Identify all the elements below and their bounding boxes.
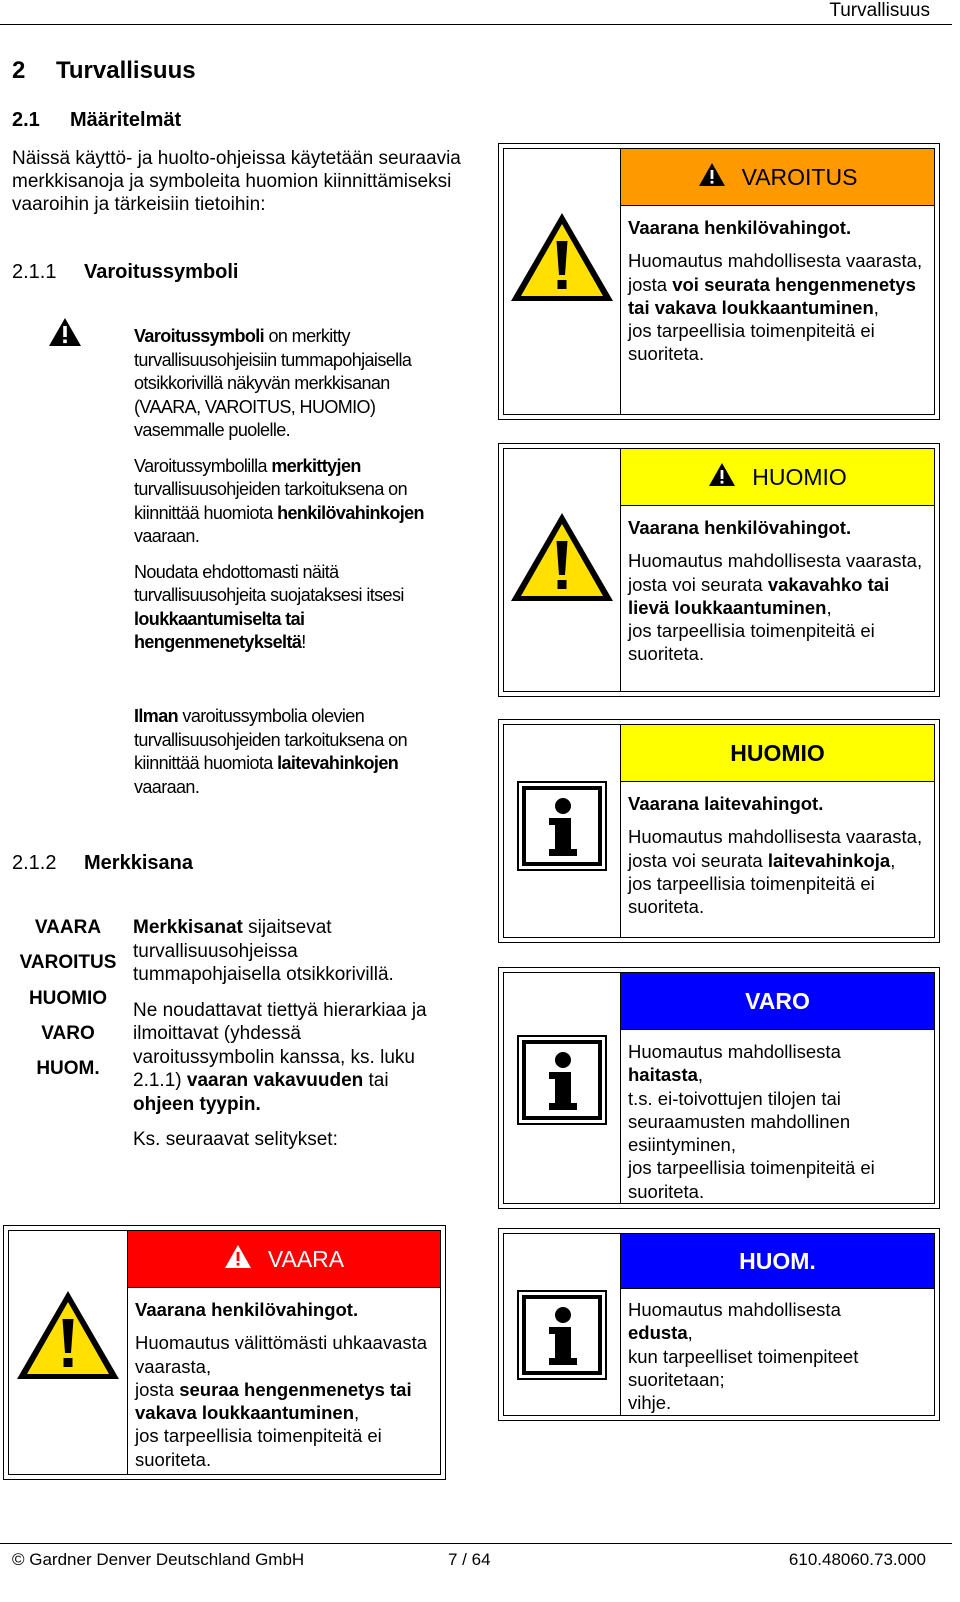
signal-word-text [133,916,433,1152]
section-heading-2-1-1: 2.1.1 Varoitussymboli [12,261,239,283]
notice-box-varo [498,967,940,1209]
warning-box-huomio-personal [498,443,940,697]
paragraph-3: Noudata ehdottomasti näitä turvallisuusohjeita suojataksesi itsesi loukkaantumiselta tai hengenmenetykseltä! [134,561,404,652]
info-icon [517,1035,607,1125]
line-1-emphasis: edusta, [628,1322,693,1344]
paragraph-3: Ks. seuraavat selitykset: [133,1129,338,1150]
notice-box-huom [498,1228,940,1421]
signal-label: VAROITUS [741,164,858,190]
box-body [628,1040,930,1203]
line-3: jos tarpeellisia toimenpiteitä ei suoriteta. [135,1425,382,1470]
line-1-emphasis: haitasta, [628,1064,704,1086]
warning-triangle-icon [48,317,82,347]
warning-triangle-icon [507,209,617,305]
line-1: Huomautus mahdollisesta vaarasta, [628,826,923,848]
signal-band [621,1234,934,1289]
signal-word-varoitus: VAROITUS [19,952,117,973]
line-3: jos tarpeellisia toimenpiteitä ei suoriteta. [628,1157,875,1202]
signal-word-huom: HUOM. [36,1058,100,1079]
header-rule [0,24,952,25]
signal-band [128,1231,440,1288]
footer-rule [0,1543,952,1544]
paragraph-2: Ne noudattavat tiettyä hierarkiaa ja ilmoittavat (yhdessä varoitussymbolin kanssa, ks. luku 2.1.1) vaaran vakavuuden tai ohjeen tyypin. [133,999,427,1115]
running-header: Turvallisuus [829,0,930,21]
lead-line: Vaarana henkilövahingot. [628,517,852,538]
line-1: Huomautus mahdollisesta vaarasta, [628,550,923,572]
signal-word-huomio: HUOMIO [28,988,108,1009]
signal-label: HUOMIO [730,740,825,766]
signal-band [621,149,934,206]
box-body [628,516,930,666]
box-body [628,216,930,366]
warning-triangle-icon [698,162,726,187]
line-3: jos tarpeellisia toimenpiteitä ei suoriteta. [628,620,875,665]
warning-box-varoitus [498,143,940,420]
no-symbol-text [134,705,454,799]
footer-copyright: © Gardner Denver Deutschland GmbH [12,1550,305,1569]
warning-box-huomio-equipment [498,719,940,943]
signal-label: HUOM. [739,1248,816,1274]
line-2: kun tarpeelliset toimenpiteet suoritetaan; [628,1345,859,1390]
intro-paragraph: Näissä käyttö- ja huolto-ohjeissa käytetään seuraavia merkkisanoja ja symboleita huomion kiinnittämiseksi vaaroihin ja tärkeisiin tietoihin: [12,148,461,215]
line-1: Huomautus mahdollisesta [628,1041,841,1062]
line-2: josta voi seurata laitevahinkoja, [628,849,896,871]
line-2: josta seuraa hengenmenetys tai vakava loukkaantuminen, [135,1378,412,1424]
section-heading-2-1: 2.1 Määritelmät [12,109,182,131]
line-1: Huomautus mahdollisesta [628,1299,841,1320]
paragraph-4: Ilman varoitussymbolia olevien turvallisuusohjeiden tarkoituksena on kiinnittää huomiota laitevahinkojen vaaraan. [134,706,407,797]
signal-band [621,725,934,782]
info-icon [517,781,607,871]
lead-line: Vaarana henkilövahingot. [628,217,852,238]
warning-box-vaara [3,1225,446,1480]
box-body [628,1298,930,1414]
signal-band [621,973,934,1030]
warning-symbol-text [134,325,454,655]
line-3: jos tarpeellisia toimenpiteitä ei suoriteta. [628,872,875,918]
chapter-heading: 2 Turvallisuus [12,57,196,84]
box-body [628,792,930,918]
paragraph-2: Varoitussymbolilla merkittyjen turvallisuusohjeiden tarkoituksena on kiinnittää huomiota henkilövahinkojen vaaraan. [134,455,424,546]
warning-triangle-icon [224,1244,252,1269]
info-icon [517,1290,607,1380]
signal-band [621,449,934,506]
line-1: Huomautus välittömästi uhkaavasta vaarasta, [135,1332,428,1377]
paragraph-1: Varoitussymboli on merkitty turvallisuusohjeisiin tummapohjaisella otsikkorivillä näkyvän merkkisanan (VAARA, VAROITUS, HUOMIO) vasemmalle puolelle. [134,326,412,440]
warning-triangle-icon [708,462,736,487]
line-3: jos tarpeellisia toimenpiteitä ei suoriteta. [628,320,875,365]
signal-word-vaara: VAARA [34,917,102,938]
signal-label: HUOMIO [752,464,847,490]
warning-triangle-icon [507,509,617,605]
paragraph-1: Merkkisanat sijaitsevat turvallisuusohjeissa tummapohjaisella otsikkorivillä. [133,917,394,985]
line-2: josta voi seurata hengenmenetys tai vakava loukkaantuminen, [628,273,916,318]
signal-word-varo: VARO [41,1023,95,1044]
warning-triangle-icon [13,1287,123,1383]
section-heading-2-1-2: 2.1.2 Merkkisana [12,852,193,874]
line-2: josta voi seurata vakavahko tai lievä loukkaantuminen, [628,573,890,618]
footer-page-number: 7 / 64 [448,1550,491,1569]
footer-document-number: 610.48060.73.000 [788,1550,926,1569]
box-body [135,1298,436,1471]
line-2: t.s. ei-toivottujen tilojen tai seuraamusten mahdollinen esiintyminen, [628,1087,851,1156]
signal-label: VAARA [267,1246,345,1272]
lead-line: Vaarana laitevahingot. [628,793,824,814]
signal-label: VARO [745,988,810,1014]
lead-line: Vaarana henkilövahingot. [135,1299,359,1320]
line-1: Huomautus mahdollisesta vaarasta, [628,250,923,272]
line-3: vihje. [628,1392,672,1414]
